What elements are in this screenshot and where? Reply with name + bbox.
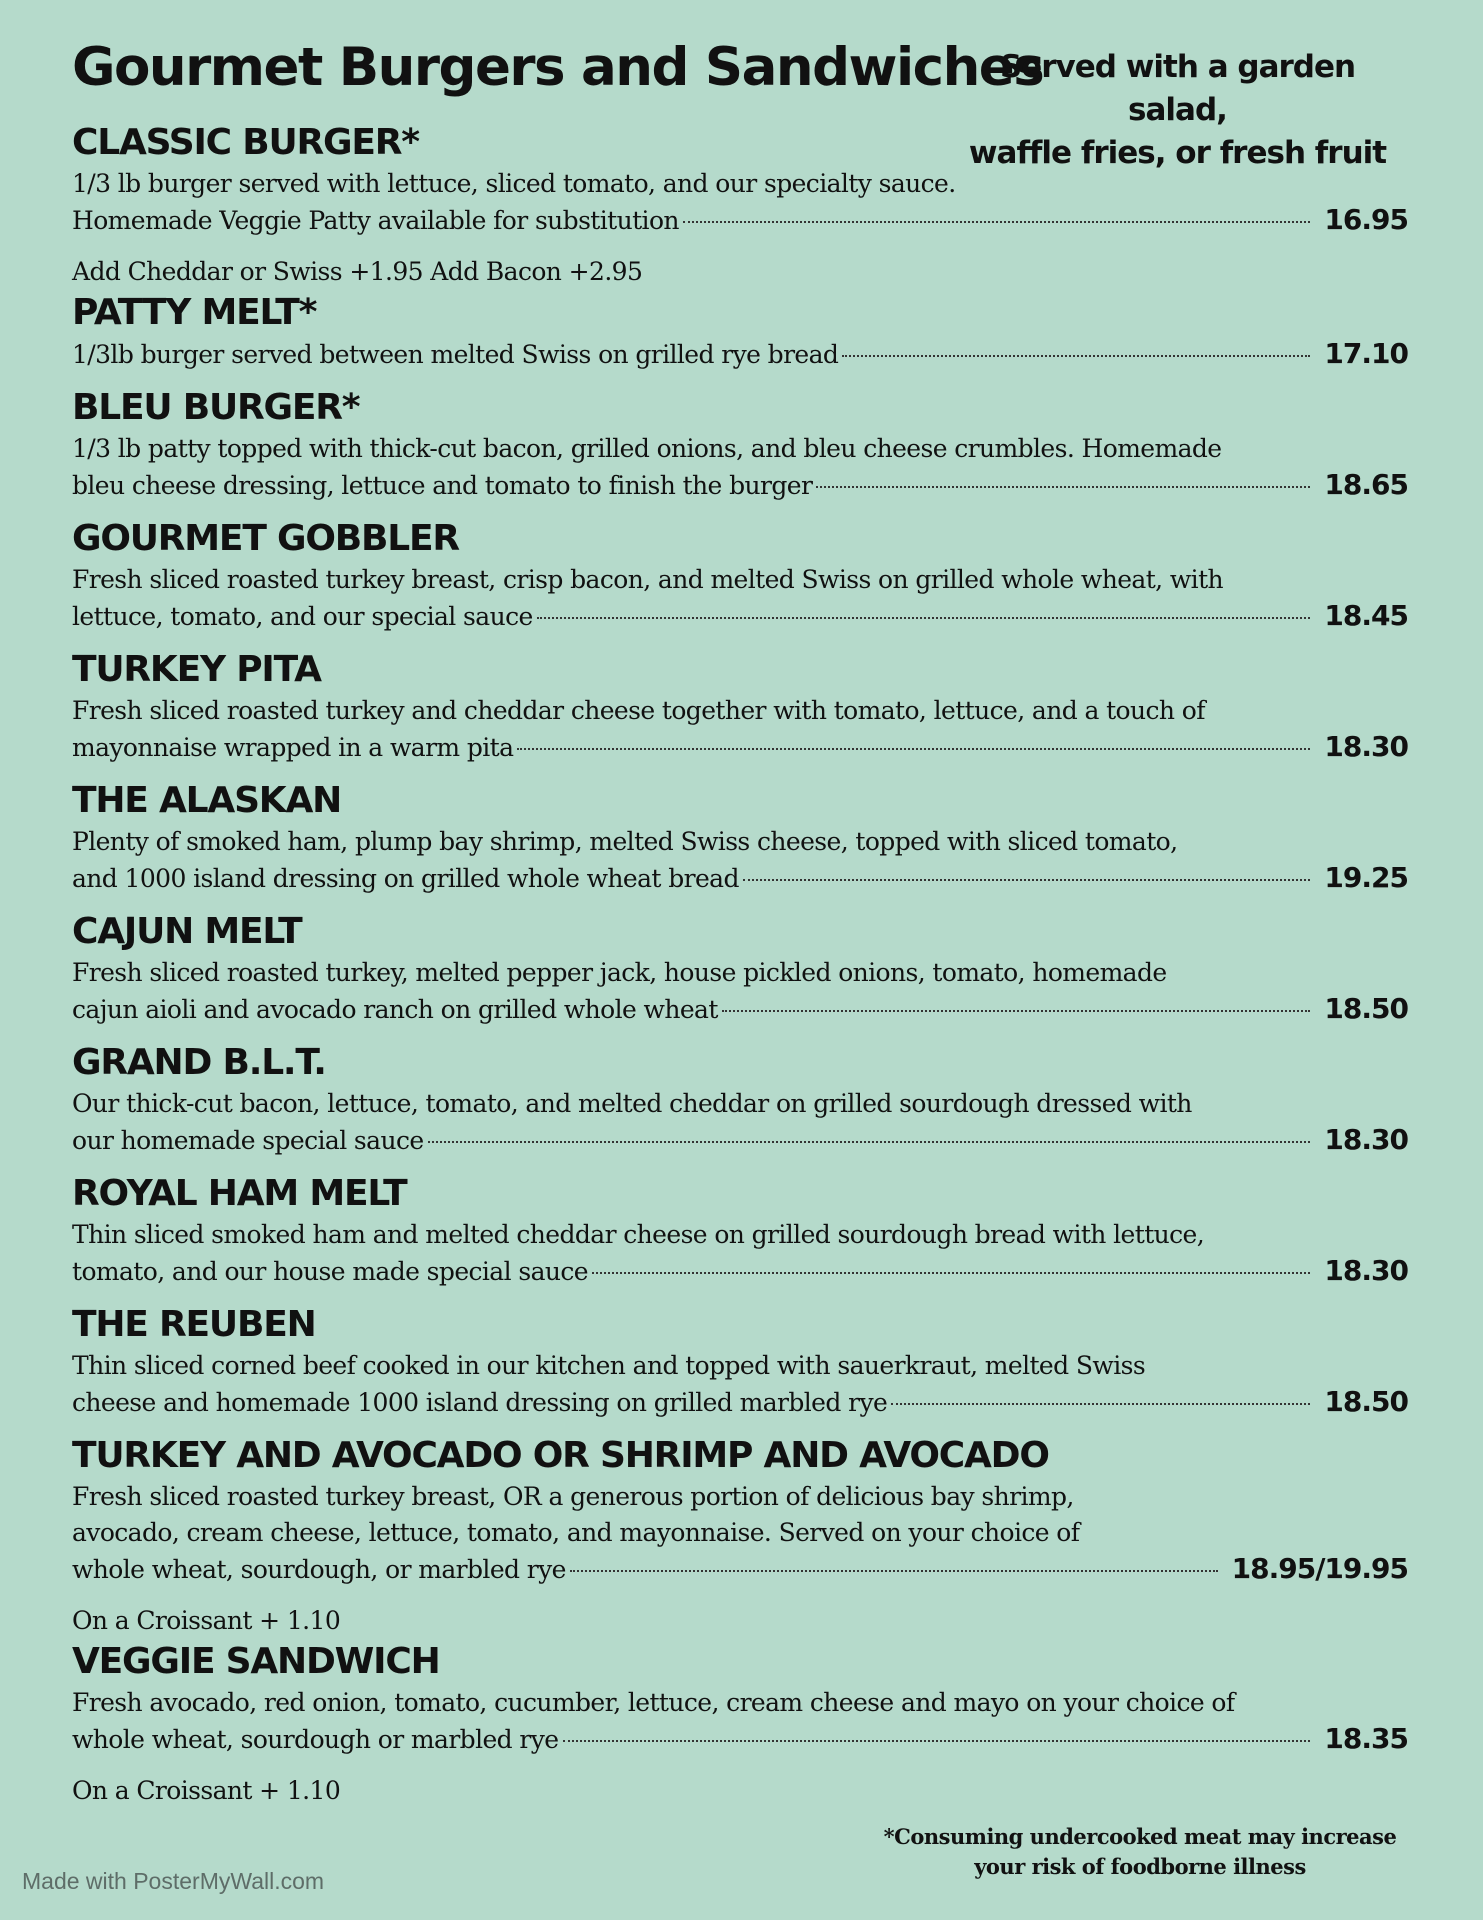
dot-leader [592,1272,1310,1274]
item-name: ROYAL HAM MELT [72,1173,407,1214]
item-price: 18.50 [1324,992,1408,1025]
item-name: TURKEY AND AVOCADO OR SHRIMP AND AVOCADO [72,1435,1049,1476]
item-name: CLASSIC BURGER* [72,122,419,163]
item-description [72,1685,1408,1758]
description-line: 1/3lb burger served between melted Swiss on grilled rye bread [72,340,839,369]
item-price: 18.30 [1324,730,1408,763]
dot-leader [517,748,1310,750]
menu-item [72,647,1408,778]
menu-item [72,516,1408,647]
menu-item [72,909,1408,1040]
description-price-line [72,991,1408,1028]
footnote [860,1822,1420,1882]
dot-leader [537,617,1311,619]
description-line: Thin sliced smoked ham and melted cheddar cheese on grilled sourdough bread with lettuce, [72,1220,1205,1249]
description-line: tomato, and our house made special sauce [72,1257,588,1286]
item-description [72,1217,1408,1290]
item-description [72,431,1408,504]
menu-item [72,290,1408,385]
item-price: 19.25 [1324,861,1408,894]
description-price-line [72,202,1408,239]
item-name: CAJUN MELT [72,911,302,952]
item-price: 18.30 [1324,1254,1408,1287]
description-price-line [72,1253,1408,1290]
description-line: Plenty of smoked ham, plump bay shrimp, melted Swiss cheese, topped with sliced tomato, [72,827,1178,856]
description-price-line [72,336,1408,373]
description-line: cheese and homemade 1000 island dressing on grilled marbled rye [72,1388,888,1417]
item-description [72,336,1408,373]
dot-leader [816,486,1310,488]
item-addon: On a Croissant + 1.10 [72,1776,341,1805]
description-line: Fresh sliced roasted turkey breast, OR a generous portion of delicious bay shrimp, [72,1482,1074,1511]
item-name: VEGGIE SANDWICH [72,1641,440,1682]
dot-leader [743,879,1311,881]
dot-leader [428,1141,1311,1143]
menu-item [72,1171,1408,1302]
menu-item [72,1302,1408,1433]
description-price-line [72,1384,1408,1421]
description-line: 1/3 lb patty topped with thick-cut bacon, grilled onions, and bleu cheese crumbles. Homemade [72,434,1222,463]
description-price-line [72,598,1408,635]
description-price-line [72,1721,1408,1758]
dot-leader [683,221,1311,223]
description-line: Thin sliced corned beef cooked in our kitchen and topped with sauerkraut, melted Swiss [72,1351,1146,1380]
menu-title: Gourmet Burgers and Sandwiches [72,37,1044,98]
dot-leader [722,1010,1311,1012]
menu-item [72,778,1408,909]
description-line: and 1000 island dressing on grilled whole wheat bread [72,864,739,893]
item-addon: Add Cheddar or Swiss +1.95 Add Bacon +2.95 [72,257,643,286]
description-price-line [72,1551,1408,1588]
description-line: bleu cheese dressing, lettuce and tomato to finish the burger [72,471,813,500]
description-line: whole wheat, sourdough, or marbled rye [72,1555,566,1584]
description-line: Fresh sliced roasted turkey breast, crisp bacon, and melted Swiss on grilled whole wheat, with [72,565,1224,594]
item-description [72,166,1408,239]
item-description [72,1348,1408,1421]
item-price: 18.45 [1324,599,1408,632]
item-price: 18.95/19.95 [1231,1552,1408,1585]
dot-leader [570,1570,1218,1572]
item-name: GRAND B.L.T. [72,1042,326,1083]
description-line: whole wheat, sourdough or marbled rye [72,1725,559,1754]
subtitle-line: waffle fries, or fresh fruit [968,135,1387,171]
menu-item [72,1433,1408,1639]
item-description [72,1479,1408,1588]
item-name: PATTY MELT* [72,292,317,333]
dot-leader [563,1740,1311,1742]
description-price-line [72,1122,1408,1159]
description-price-line [72,467,1408,504]
item-name: GOURMET GOBBLER [72,518,459,559]
item-price: 18.65 [1324,468,1408,501]
item-description [72,693,1408,766]
description-line: lettuce, tomato, and our special sauce [72,602,533,631]
description-line: cajun aioli and avocado ranch on grilled whole wheat [72,995,718,1024]
item-name: THE ALASKAN [72,780,342,821]
description-line: our homemade special sauce [72,1126,424,1155]
footnote-line: your risk of foodborne illness [974,1854,1306,1879]
item-name: TURKEY PITA [72,649,321,690]
description-price-line [72,860,1408,897]
dot-leader [891,1403,1310,1405]
item-description [72,562,1408,635]
menu-item [72,1639,1408,1809]
item-price: 16.95 [1324,203,1408,236]
item-addon: On a Croissant + 1.10 [72,1606,341,1635]
menu-list [72,120,1408,1809]
item-name: BLEU BURGER* [72,387,360,428]
description-line: 1/3 lb burger served with lettuce, sliced tomato, and our specialty sauce. [72,169,956,198]
description-line: avocado, cream cheese, lettuce, tomato, and mayonnaise. Served on your choice of [72,1518,1080,1547]
description-line: Fresh avocado, red onion, tomato, cucumber, lettuce, cream cheese and mayo on your choice of [72,1688,1235,1717]
dot-leader [842,355,1310,357]
item-description [72,955,1408,1028]
item-description [72,824,1408,897]
footnote-line: *Consuming undercooked meat may increase [883,1824,1397,1849]
description-line: mayonnaise wrapped in a warm pita [72,733,514,762]
description-price-line [72,729,1408,766]
description-line: Fresh sliced roasted turkey and cheddar cheese together with tomato, lettuce, and a touch of [72,696,1205,725]
menu-item [72,120,1408,290]
item-price: 17.10 [1324,337,1408,370]
item-price: 18.30 [1324,1123,1408,1156]
menu-item [72,385,1408,516]
subtitle-line: Served with a garden salad, [999,49,1356,128]
item-name: THE REUBEN [72,1304,316,1345]
watermark: Made with PosterMyWall.com [22,1868,325,1894]
description-line: Homemade Veggie Patty available for substitution [72,206,679,235]
menu-item [72,1040,1408,1171]
item-price: 18.50 [1324,1385,1408,1418]
item-description [72,1086,1408,1159]
item-price: 18.35 [1324,1722,1408,1755]
description-line: Fresh sliced roasted turkey, melted pepper jack, house pickled onions, tomato, homemade [72,958,1167,987]
description-line: Our thick-cut bacon, lettuce, tomato, and melted cheddar on grilled sourdough dressed with [72,1089,1192,1118]
